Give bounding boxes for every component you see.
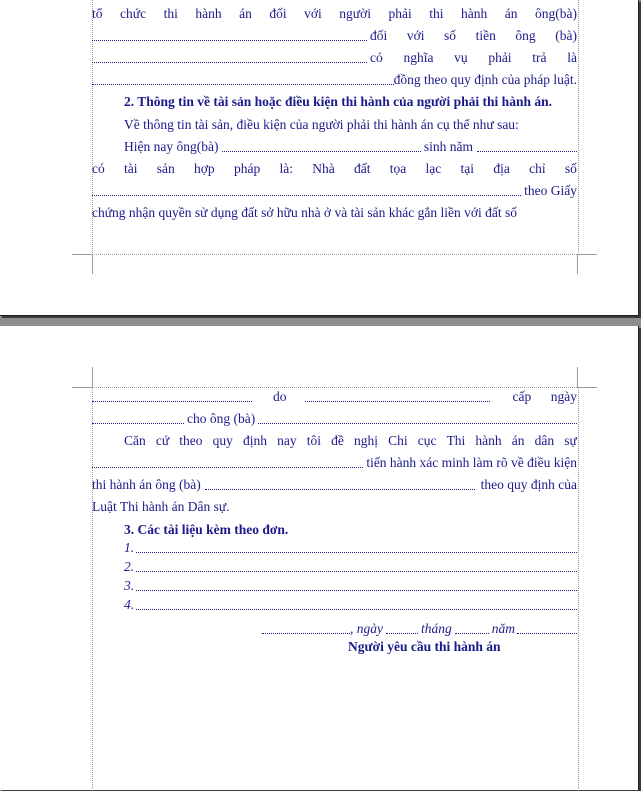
p2-line-6: Luật Thi hành án Dân sự. <box>92 499 230 514</box>
crop-mark <box>92 367 93 387</box>
section-3-heading: 3. Các tài liệu kèm theo đơn. <box>124 522 289 537</box>
p1-line-2-word: số <box>444 28 457 43</box>
section-2-intro: Về thông tin tài sản, điều kiện của người phải thi hành án cụ thể như sau: <box>124 117 519 132</box>
document-page-1 <box>0 0 639 316</box>
p1-line-1-word: phải <box>388 6 412 21</box>
crop-mark <box>92 254 93 274</box>
date-line: , ngày tháng năm <box>262 618 577 640</box>
p2-line-3-word: hành <box>475 433 502 448</box>
p1-line-8-word: pháp <box>233 161 261 176</box>
crop-mark <box>577 254 597 255</box>
p2-line-3-word: sự <box>564 433 577 448</box>
p2-line-3-word: định <box>243 433 268 448</box>
p2-line-1-word: cấp <box>512 389 532 404</box>
p1-line-1 <box>92 3 577 25</box>
p1-line-3-word: phải <box>488 50 512 65</box>
p1-line-2 <box>92 25 577 47</box>
crop-mark <box>577 387 597 388</box>
p1-line-1-word: thi <box>163 6 178 21</box>
p1-line-3-word: nghĩa <box>403 50 434 65</box>
p1-line-1-word: chức <box>120 6 147 21</box>
p1-line-1-word: đối <box>269 6 287 21</box>
attachment-item-3: 3. <box>92 577 577 597</box>
p1-line-3 <box>92 47 577 69</box>
p1-line-8-word: số <box>564 161 577 176</box>
p1-line-1-word: ông(bà) <box>534 6 577 21</box>
p2-line-4: tiến hành xác minh làm rõ về điều kiện <box>92 452 577 474</box>
p2-line-3-word: tôi <box>306 433 321 448</box>
p2-line-3-word: Thi <box>446 433 466 448</box>
p1-line-8-word: Nhà <box>312 161 335 176</box>
document-page-2 <box>0 326 639 790</box>
p1-line-2-word: ông <box>515 28 536 43</box>
p2-line-3-word: đề <box>331 433 344 448</box>
p1-line-8-word: hợp <box>194 161 215 176</box>
p1-line-8-word: tài <box>124 161 138 176</box>
attachment-item-4: 4. <box>92 596 577 616</box>
p1-line-8-word: tại <box>460 161 475 176</box>
p1-line-1-word: thi <box>429 6 444 21</box>
p2-line-3-word: dân <box>534 433 555 448</box>
p1-line-8-word: lạc <box>425 161 442 176</box>
p1-line-2-word: đối <box>370 28 388 43</box>
crop-mark <box>72 387 92 388</box>
p2-line-3-word: quy <box>212 433 233 448</box>
p1-line-7: Hiện nay ông(bà) sinh năm <box>92 136 577 158</box>
p2-line-5: thi hành án ông (bà) theo quy định của <box>92 474 577 496</box>
p1-line-8-word: có <box>92 161 105 176</box>
p2-line-3-word: nay <box>277 433 297 448</box>
p1-line-1-word: hành <box>460 6 488 21</box>
p1-line-3-word: trả <box>532 50 547 65</box>
crop-mark <box>72 254 92 255</box>
p1-line-2-word: tiền <box>475 28 496 43</box>
p1-line-1-word: án <box>504 6 518 21</box>
crop-mark <box>577 254 578 274</box>
p1-line-8-word: địa <box>493 161 510 176</box>
attachment-item-1: 1. <box>92 539 577 559</box>
section-2-heading: 2. Thông tin về tài sản hoặc điều kiện thi hành của người phải thi hành án. <box>124 94 552 109</box>
p1-line-1-word: tổ <box>92 6 103 21</box>
p2-line-2: cho ông (bà) <box>92 408 577 430</box>
p1-line-2-word: với <box>406 28 425 43</box>
p1-line-1-word: với <box>304 6 322 21</box>
crop-mark <box>577 367 578 387</box>
p2-line-3-word: nghị <box>353 433 378 448</box>
p2-line-3-word: theo <box>179 433 203 448</box>
p2-line-1-word: ngày <box>550 389 577 404</box>
p1-line-8-word: sản <box>156 161 175 176</box>
p1-line-1-word: hành <box>195 6 222 21</box>
p1-line-8 <box>92 158 577 180</box>
p1-line-10: chứng nhận quyền sử dụng đất sở hữu nhà ở và tài sản khác gắn liền với đất số <box>92 205 518 220</box>
p1-line-1-word: án <box>239 6 252 21</box>
p1-line-8-word: chỉ <box>529 161 546 176</box>
p2-line-3-word: án <box>511 433 525 448</box>
signer-title: Người yêu cầu thi hành án <box>348 639 501 654</box>
p1-line-3-word: vụ <box>454 50 468 65</box>
p2-line-3-word: cứ <box>155 433 170 448</box>
p2-line-3-word: Căn <box>124 433 146 448</box>
p2-line-3-word: cục <box>417 433 437 448</box>
p2-line-3 <box>92 430 577 452</box>
p1-line-8-word: đất <box>354 161 371 176</box>
p1-line-1-word: người <box>339 6 371 21</box>
p1-line-9: theo Giấy <box>92 180 577 202</box>
p1-line-4: đồng theo quy định của pháp luật. <box>92 69 577 91</box>
p1-line-3-word: là <box>567 50 577 65</box>
p1-line-2-word: (bà) <box>555 28 577 43</box>
p2-line-1: do cấp ngày <box>92 386 577 408</box>
p1-line-8-word: là: <box>279 161 293 176</box>
p1-line-3-word: có <box>370 50 383 65</box>
p2-line-3-word: Chi <box>388 433 408 448</box>
p1-line-8-word: tọa <box>389 161 407 176</box>
attachment-item-2: 2. <box>92 558 577 578</box>
